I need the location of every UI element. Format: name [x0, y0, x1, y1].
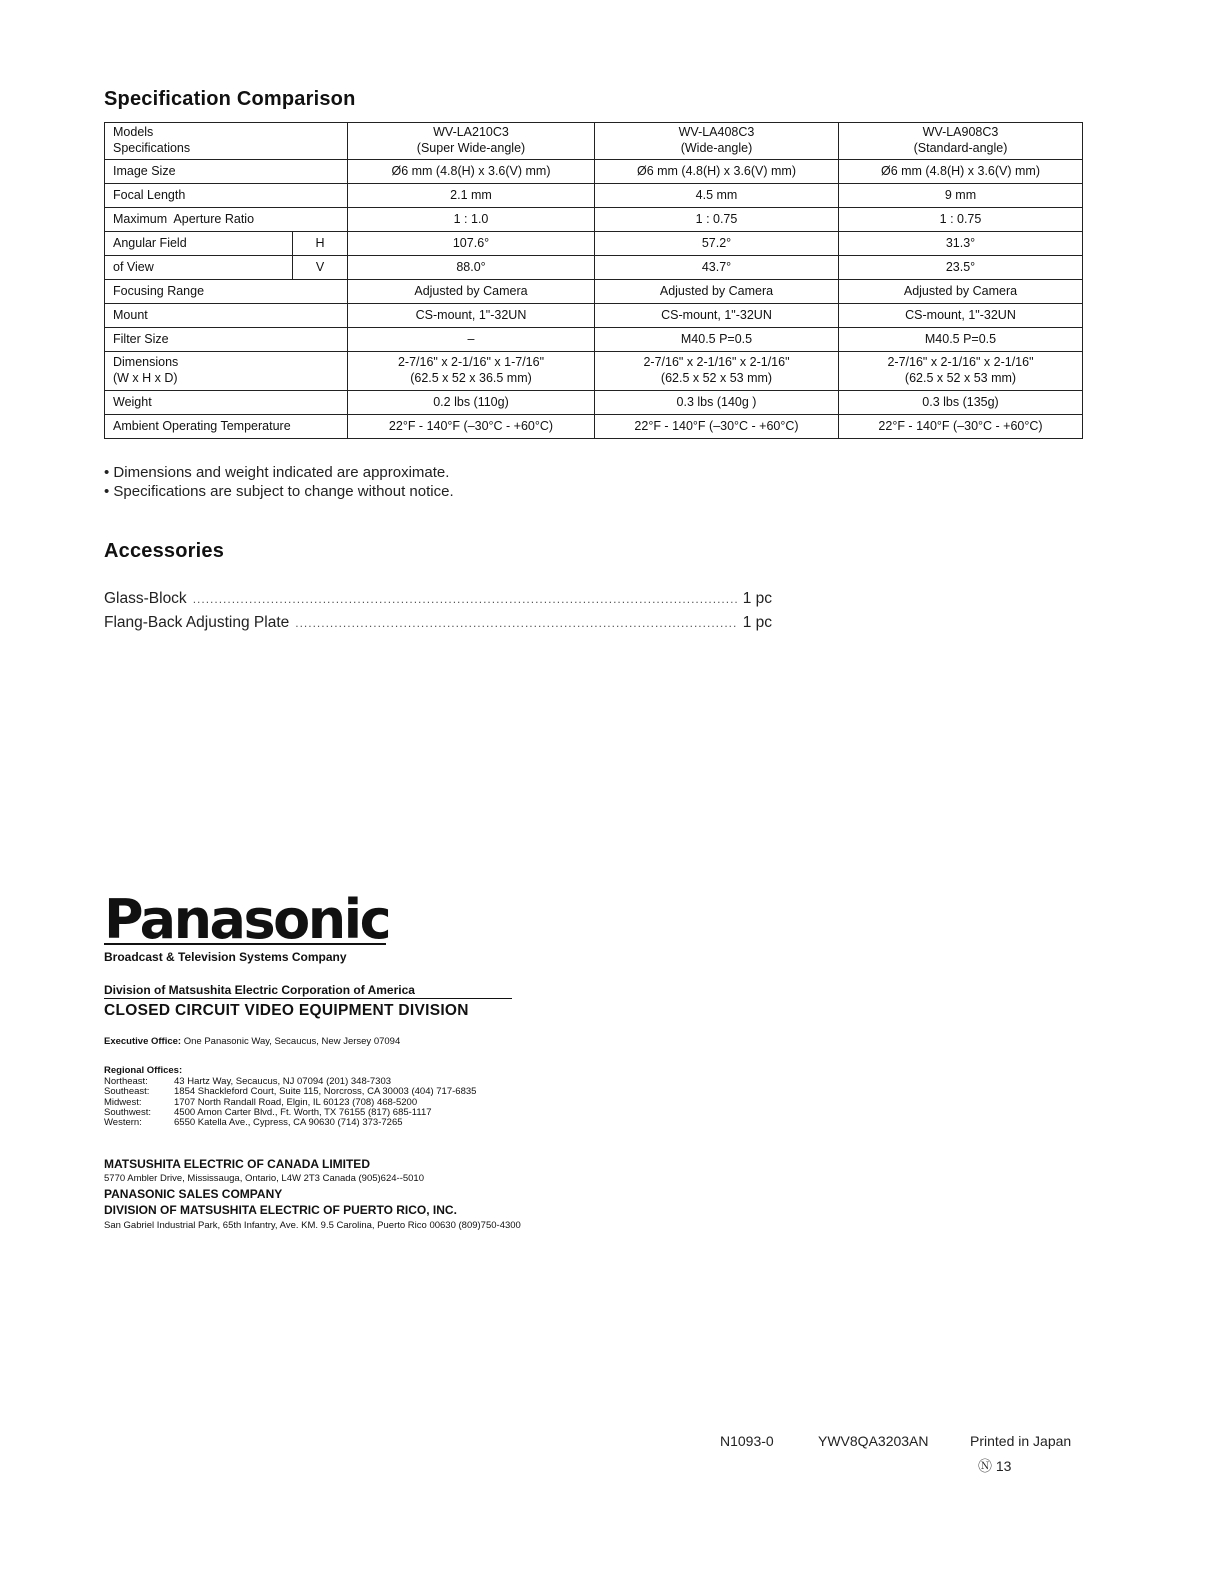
- exec-address: One Panasonic Way, Secaucus, New Jersey 07094: [183, 1036, 401, 1047]
- table-row: [105, 280, 1083, 304]
- logo-rule: [104, 943, 386, 945]
- header-label-cell: [105, 123, 348, 160]
- row-label: Focal Length: [105, 184, 348, 208]
- accessory-qty: 1 pc: [742, 590, 772, 607]
- cell-value: 0.3 lbs (135g): [839, 391, 1083, 415]
- model-cell: [348, 123, 595, 160]
- region-name: Southwest:: [104, 1106, 151, 1118]
- canada-name: MATSUSHITA ELECTRIC OF CANADA LIMITED: [104, 1157, 370, 1171]
- region-name: Southeast:: [104, 1086, 150, 1098]
- dim-mm: (62.5 x 52 x 36.5 mm): [410, 371, 532, 385]
- canada-address: 5770 Ambler Drive, Mississauga, Ontario, L4W 2T3 Canada (905)624--5010: [104, 1173, 424, 1184]
- accessory-name: Glass-Block: [104, 590, 187, 607]
- note-line: • Dimensions and weight indicated are approximate.: [104, 464, 450, 481]
- page-mark: Ⓝ 13: [978, 1458, 1012, 1474]
- division-name: CLOSED CIRCUIT VIDEO EQUIPMENT DIVISION: [104, 1002, 469, 1019]
- regional-offices: [104, 1077, 476, 1128]
- row-label: Image Size: [105, 160, 348, 184]
- leader-dots: [295, 616, 736, 630]
- row-label-line: (W x H x D): [113, 371, 178, 385]
- table-row: [105, 208, 1083, 232]
- dim-mm: (62.5 x 52 x 53 mm): [660, 371, 773, 385]
- cell-value: 23.5°: [839, 256, 1083, 280]
- pr-name: DIVISION OF MATSUSHITA ELECTRIC OF PUERTO RICO, INC.: [104, 1203, 457, 1217]
- axis-label: H: [293, 232, 348, 256]
- cell-value: CS-mount, 1"-32UN: [595, 304, 839, 328]
- cell-value: Ø6 mm (4.8(H) x 3.6(V) mm): [348, 160, 595, 184]
- accessories-title: Accessories: [104, 540, 225, 562]
- model-type: (Wide-angle): [680, 141, 753, 155]
- spec-table: [104, 122, 1083, 439]
- model-name: WV-LA908C3: [922, 125, 999, 140]
- list-item: [104, 1118, 476, 1128]
- row-label: Weight: [105, 391, 348, 415]
- dim-inches: 2-7/16" x 2-1/16" x 2-1/16": [887, 355, 1034, 370]
- table-row: [105, 256, 1083, 280]
- model-cell: [839, 123, 1083, 160]
- division-line: Division of Matsushita Electric Corporation of America: [104, 983, 512, 999]
- cell-value: 1 : 0.75: [595, 208, 839, 232]
- cell-value: 0.3 lbs (140g ): [595, 391, 839, 415]
- spec-title: Specification Comparison: [104, 88, 356, 110]
- row-label-line: Dimensions: [113, 355, 179, 370]
- cell-value: 88.0°: [348, 256, 595, 280]
- region-address: 1854 Shackleford Court, Suite 115, Norcross, CA 30003 (404) 717-6835: [174, 1086, 477, 1098]
- row-label: Angular Field: [105, 232, 293, 256]
- cell-value: 4.5 mm: [595, 184, 839, 208]
- cell-value: [839, 352, 1083, 391]
- region-name: Western:: [104, 1117, 142, 1129]
- accessory-qty: 1 pc: [742, 614, 772, 631]
- company-subtitle: Broadcast & Television Systems Company: [104, 950, 347, 964]
- row-label: Mount: [105, 304, 348, 328]
- cell-value: 22°F - 140°F (–30°C - +60°C): [839, 415, 1083, 439]
- model-type: (Super Wide-angle): [416, 141, 526, 155]
- pr-address: San Gabriel Industrial Park, 65th Infantry, Ave. KM. 9.5 Carolina, Puerto Rico 00630 (809)750-4300: [104, 1220, 521, 1231]
- accessory-name: Flang-Back Adjusting Plate: [104, 614, 290, 631]
- accessory-item: [104, 590, 772, 608]
- sales-name: PANASONIC SALES COMPANY: [104, 1187, 283, 1201]
- cell-value: Ø6 mm (4.8(H) x 3.6(V) mm): [839, 160, 1083, 184]
- row-label: Filter Size: [105, 328, 348, 352]
- cell-value: 22°F - 140°F (–30°C - +60°C): [595, 415, 839, 439]
- cell-value: –: [348, 328, 595, 352]
- dim-inches: 2-7/16" x 2-1/16" x 1-7/16": [397, 355, 545, 370]
- cell-value: 0.2 lbs (110g): [348, 391, 595, 415]
- leader-dots: [193, 592, 737, 606]
- table-row: [105, 391, 1083, 415]
- cell-value: M40.5 P=0.5: [839, 328, 1083, 352]
- model-name: WV-LA210C3: [433, 125, 509, 140]
- cell-value: M40.5 P=0.5: [595, 328, 839, 352]
- cell-value: CS-mount, 1"-32UN: [839, 304, 1083, 328]
- region-address: 4500 Amon Carter Blvd., Ft. Worth, TX 76155 (817) 685-1117: [174, 1106, 432, 1118]
- cell-value: 31.3°: [839, 232, 1083, 256]
- cell-value: 57.2°: [595, 232, 839, 256]
- table-row: [105, 415, 1083, 439]
- footer-code-2: YWV8QA3203AN: [818, 1433, 929, 1449]
- cell-value: Adjusted by Camera: [348, 280, 595, 304]
- table-row: [105, 123, 1083, 160]
- row-label: Maximum Aperture Ratio: [105, 208, 348, 232]
- table-row: [105, 184, 1083, 208]
- table-row: [105, 304, 1083, 328]
- cell-value: [595, 352, 839, 391]
- dim-mm: (62.5 x 52 x 53 mm): [904, 371, 1017, 385]
- region-address: 1707 North Randall Road, Elgin, IL 60123 (708) 468-5200: [174, 1096, 418, 1108]
- footer-code-1: N1093-0: [720, 1433, 774, 1449]
- panasonic-logo: Panasonic: [104, 888, 390, 951]
- model-name: WV-LA408C3: [678, 125, 755, 140]
- table-row: [105, 352, 1083, 391]
- row-label: of View: [105, 256, 293, 280]
- dim-inches: 2-7/16" x 2-1/16" x 2-1/16": [643, 355, 790, 370]
- axis-label: V: [293, 256, 348, 280]
- cell-value: 107.6°: [348, 232, 595, 256]
- cell-value: 1 : 0.75: [839, 208, 1083, 232]
- note-line: • Specifications are subject to change without notice.: [104, 483, 454, 500]
- cell-value: Adjusted by Camera: [839, 280, 1083, 304]
- table-row: [105, 328, 1083, 352]
- regional-label: Regional Offices:: [104, 1065, 183, 1076]
- cell-value: 1 : 1.0: [348, 208, 595, 232]
- cell-value: CS-mount, 1"-32UN: [348, 304, 595, 328]
- row-label: [105, 352, 348, 391]
- cell-value: 2.1 mm: [348, 184, 595, 208]
- region-name: Midwest:: [104, 1096, 142, 1108]
- model-type: (Standard-angle): [913, 141, 1008, 155]
- label-models: Models: [113, 125, 154, 140]
- row-label: Focusing Range: [105, 280, 348, 304]
- spec-notes: [104, 463, 454, 501]
- table-row: [105, 160, 1083, 184]
- label-specs: Specifications: [113, 141, 191, 155]
- printed-in: Printed in Japan: [970, 1433, 1072, 1449]
- cell-value: 43.7°: [595, 256, 839, 280]
- row-label: Ambient Operating Temperature: [105, 415, 348, 439]
- exec-label: Executive Office:: [104, 1036, 182, 1047]
- cell-value: [348, 352, 595, 391]
- cell-value: Adjusted by Camera: [595, 280, 839, 304]
- region-name: Northeast:: [104, 1076, 148, 1087]
- cell-value: 22°F - 140°F (–30°C - +60°C): [348, 415, 595, 439]
- exec-office: [104, 1037, 400, 1047]
- cell-value: Ø6 mm (4.8(H) x 3.6(V) mm): [595, 160, 839, 184]
- region-address: 6550 Katella Ave., Cypress, CA 90630 (714) 373-7265: [174, 1117, 403, 1129]
- accessory-item: [104, 614, 772, 632]
- region-address: 43 Hartz Way, Secaucus, NJ 07094 (201) 348-7303: [174, 1076, 392, 1087]
- model-cell: [595, 123, 839, 160]
- cell-value: 9 mm: [839, 184, 1083, 208]
- table-row: [105, 232, 1083, 256]
